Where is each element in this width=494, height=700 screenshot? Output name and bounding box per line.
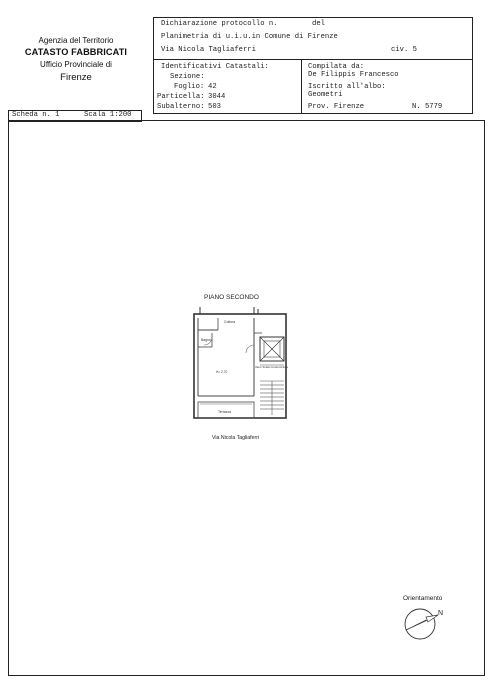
ufficio-label: Ufficio Provinciale di bbox=[40, 60, 112, 69]
plan-title: PIANO SECONDO bbox=[204, 294, 259, 301]
room-cottura: Cottura bbox=[224, 320, 236, 324]
dichiarazione-label: Dichiarazione protocollo n. bbox=[161, 20, 278, 28]
room-main: H= 2,70 bbox=[216, 370, 228, 374]
street-label: Via Nicola Tagliaferri bbox=[212, 435, 260, 441]
floor-plan bbox=[150, 285, 350, 450]
room-terrazza: Terrazza bbox=[218, 410, 232, 414]
room-bagno: Bagno bbox=[201, 338, 211, 342]
albo-label: Geometri bbox=[308, 91, 343, 99]
stairs bbox=[260, 365, 284, 415]
compass-icon bbox=[400, 604, 450, 644]
orientation-label: Orientamento bbox=[403, 595, 443, 602]
scheda-label: Scheda n. 1 bbox=[12, 111, 60, 119]
subalterno-label: Subalterno: bbox=[157, 103, 205, 111]
north-label: N bbox=[438, 610, 444, 617]
address-label: Via Nicola Tagliaferri bbox=[161, 46, 256, 54]
sezione-label: Sezione: bbox=[170, 73, 205, 81]
identificativi-divider bbox=[301, 59, 302, 113]
foglio-value: 42 bbox=[208, 83, 217, 91]
scala-label: Scala 1:200 bbox=[84, 111, 132, 119]
foglio-label: Foglio: bbox=[174, 83, 205, 91]
subalterno-value: 503 bbox=[208, 103, 221, 111]
catasto-title: CATASTO FABBRICATI bbox=[24, 47, 128, 57]
identificativi-title: Identificativi Catastali: bbox=[161, 63, 269, 71]
particella-value: 3044 bbox=[208, 93, 226, 101]
del-label: del bbox=[312, 20, 325, 28]
agency-name: Agenzia del Territorio bbox=[38, 36, 114, 45]
compilata-name: De Filippis Francesco bbox=[308, 71, 399, 79]
compilata-title: Compilata da: bbox=[308, 63, 365, 71]
city-label: Firenze bbox=[60, 72, 92, 83]
prov-label: Prov. Firenze bbox=[308, 103, 365, 111]
iscritto-label: Iscritto all'albo: bbox=[308, 83, 386, 91]
room-vano-scala: Vano Scala Condominiale bbox=[255, 365, 289, 369]
particella-label: Particella: bbox=[157, 93, 205, 101]
civico-label: civ. 5 bbox=[391, 46, 417, 54]
numero-label: N. 5779 bbox=[412, 103, 443, 111]
planimetria-label: Planimetria di u.i.u.in Comune di Firenze bbox=[161, 33, 338, 41]
